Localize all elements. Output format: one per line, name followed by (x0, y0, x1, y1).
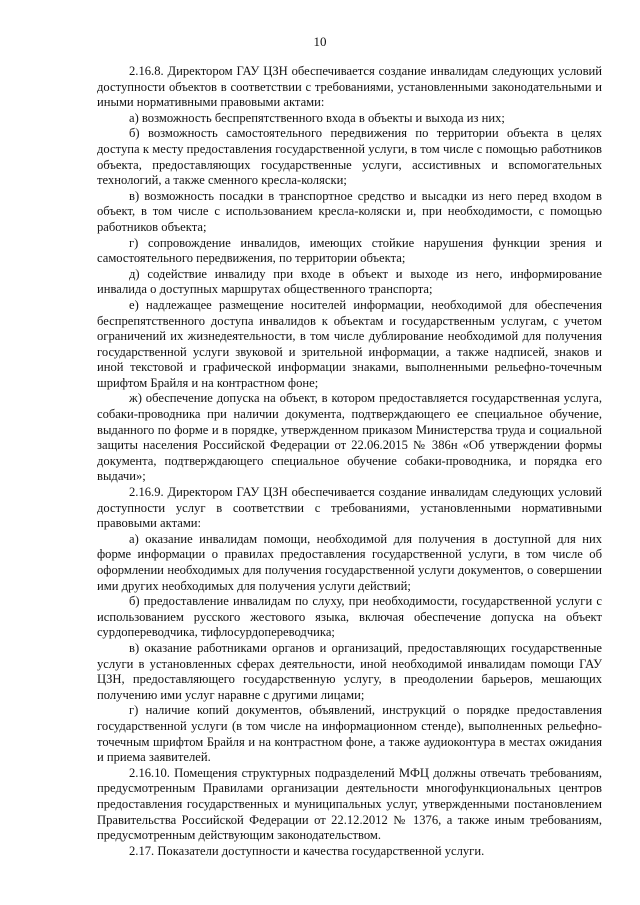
paragraph-2-17: 2.17. Показатели доступности и качества государственной услуги. (129, 843, 485, 858)
list-item-g: г) сопровождение инвалидов, имеющих стойкие нарушения функции зрения и самостоятельного передвижения, по территории объекта; (97, 235, 602, 266)
list-item-a: а) оказание инвалидам помощи, необходимой для получения в доступной для них форме информации о правилах предоставления государственной услуги, в том числе об оформлении необходимых для получения государственной услуги документов, о совершении ими других необходимых для получения услуги действий; (97, 531, 602, 593)
paragraph-2-16-8: 2.16.8. Директором ГАУ ЦЗН обеспечивается создание инвалидам следующих условий доступности объектов в соответствии с требованиями, установленными законодательными и иными нормативными правовыми актами: (97, 64, 602, 110)
list-item-b: б) предоставление инвалидам по слуху, при необходимости, государственной услуги с использованием русского жестового языка, включая обеспечение допуска на объект сурдопереводчика, тифлосурдопереводчика; (97, 594, 602, 640)
list-item-g: г) наличие копий документов, объявлений, инструкций о порядке предоставления государственной услуги (в том числе на информационном стенде), выполненных рельефно-точечным шрифтом Брайля и на контрастном фоне, а также аудиоконтура в местах ожидания и приема заявителей. (97, 703, 602, 765)
list-item-d: д) содействие инвалиду при входе в объект и выходе из него, информирование инвалида о доступных маршрутах общественного транспорта; (97, 266, 602, 297)
paragraph-2-16-9: 2.16.9. Директором ГАУ ЦЗН обеспечивается создание инвалидам следующих условий доступности услуг в соответствии с требованиями, установленными нормативными правовыми актами: (97, 485, 602, 531)
list-item-e: е) надлежащее размещение носителей информации, необходимой для обеспечения беспрепятственного доступа инвалидов к объектам и государственным услугам, с учетом ограничений их жизнедеятельности, в том числе дублирование необходимой для получения государственной услуги звуковой и зрительной информации, а также надписей, знаков и иной текстовой и графической информации знаками, выполненными рельефно-точечным шрифтом Брайля и на контрастном фоне; (97, 297, 602, 390)
list-item-v: в) возможность посадки в транспортное средство и высадки из него перед входом в объект, в том числе с использованием кресла-коляски и, при необходимости, с помощью работников объекта; (97, 188, 602, 234)
page-number: 10 (313, 34, 327, 49)
document-body (97, 64, 602, 859)
list-item-b: б) возможность самостоятельного передвижения по территории объекта в целях доступа к месту предоставления государственной услуги, в том числе с помощью работников объекта, предоставляющих государственные услуги, ассистивных и вспомогательных технологий, а также сменного кресла-коляски; (97, 126, 602, 188)
list-item-zh: ж) обеспечение допуска на объект, в котором предоставляется государственная услуга, собаки-проводника при наличии документа, подтверждающего ее специальное обучение, выданного по форме и в порядке, утвержденном приказом Министерства труда и социальной защиты населения Российской Федерации от 22.06.2015 № 386н «Об утверждении формы документа, подтверждающего специальное обучение собаки-проводника, и порядка его выдачи»; (97, 391, 602, 484)
paragraph-2-16-10: 2.16.10. Помещения структурных подразделений МФЦ должны отвечать требованиям, предусмотренным Правилами организации деятельности многофункциональных центров предоставления государственных и муниципальных услуг, утвержденными постановлением Правительства Российской Федерации от 22.12.2012 № 1376, а также иным требованиям, предусмотренным действующим законодательством. (97, 765, 602, 843)
list-item-a: а) возможность беспрепятственного входа в объекты и выхода из них; (129, 110, 505, 125)
list-item-v: в) оказание работниками органов и организаций, предоставляющих государственные услуги в установленных сферах деятельности, иной необходимой инвалидам помощи ГАУ ЦЗН, предоставляющего государственную услугу, в преодолении барьеров, мешающих получению ими услуг наравне с другими лицами; (97, 640, 602, 702)
